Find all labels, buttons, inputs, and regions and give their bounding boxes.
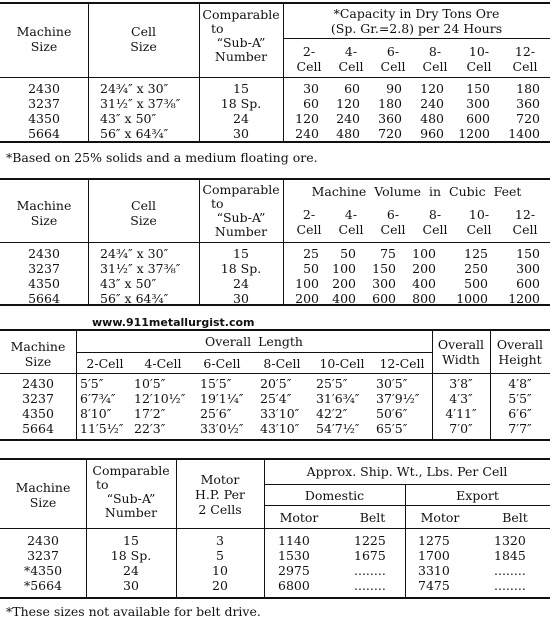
header-cell-size: Cell Size (130, 24, 157, 54)
header-overall-length: Overall Length (205, 334, 303, 349)
table-row: 2430 3237 4350 5664 (28, 246, 60, 306)
capacity-table: Machine Size Cell Size Comparable to “Sub-A” Number *Capacity in Dry Tons Ore (Sp. Gr.=2.8) per 24 Hours 2- Cell 4- Cell 6- Cell 8- Cell 10- Cell 12- Cell 2430 3237 4350 5664 24¾″ x 30″ 31½″ x 37⅜″ 43″ x 50″ 56″ x 64¾″ 15 18 Sp. 24 30 30 60 120 240 60 120 240 480 90 180 360 720 120 240 480 960 150 300 600 1200 180 360 720 1400 (0, 0, 550, 150)
belt-drive-footnote: *These sizes not available for belt drive. (6, 604, 261, 619)
header-machine-size: Machine Size (16, 24, 72, 54)
capacity-footnote: *Based on 25% solids and a medium floating ore. (6, 150, 318, 165)
header-comparable: Comparable to “Sub-A” Number (202, 7, 280, 64)
header-comparable: Comparable to “Sub-A” Number (202, 182, 280, 239)
header-motor-hp: Motor H.P. Per 2 Cells (195, 472, 245, 517)
dimensions-table: Machine Size Overall Length Overall Width Overall Height 2-Cell 4-Cell 6-Cell 8-Cell 10-Cell 12-Cell 2430 3237 4350 5664 5′5″ 6′7¾″ 8′10″ 11′5½″ 10′5″ 12′10½″ 17′2″ 22′3″ 15′5″ 19′1¼″ 25′6″ 33′0½″ 20′5″ 25′4″ 33′10″ 43′10″ 25′5″ 31′6¾″ 42′2″ 54′7½″ 30′5″ 37′9½″ 50′6″ 65′5″ 3′8″ 4′3″ 4′11″ 7′0″ 4′8″ 5′5″ 6′6″ 7′7″ (0, 329, 550, 444)
header-machine-size: Machine Size (15, 480, 71, 510)
header-export: Export (456, 488, 499, 503)
header-overall-width: Overall Width (437, 337, 485, 367)
header-ship-weight: Approx. Ship. Wt., Lbs. Per Cell (306, 464, 508, 479)
table-row: 2430 3237 4350 5664 (22, 376, 54, 436)
header-machine-size: Machine Size (10, 339, 66, 369)
header-volume: Machine Volume in Cubic Feet (311, 184, 522, 199)
header-machine-size: Machine Size (16, 198, 72, 228)
table-row: 2430 3237 *4350 *5664 (23, 533, 63, 593)
table-row: 2430 3237 4350 5664 (28, 81, 60, 141)
header-capacity: *Capacity in Dry Tons Ore (Sp. Gr.=2.8) per 24 Hours (330, 6, 503, 36)
watermark-url: www.911metallurgist.com (92, 316, 255, 329)
header-comparable: Comparable to “Sub-A” Number (92, 463, 170, 520)
header-overall-height: Overall Height (496, 337, 544, 367)
header-domestic: Domestic (304, 488, 365, 503)
table-top-rule (0, 2, 550, 4)
header-cell-size: Cell Size (130, 198, 157, 228)
volume-table: Machine Size Cell Size Comparable to “Sub-A” Number Machine Volume in Cubic Feet 2- Cell 4- Cell 6- Cell 8- Cell 10- Cell 12- Cell 2430 3237 4350 5664 24¾″ x 30″ 31½″ x 37⅜″ 43″ x 50″ 56″ x 64¾″ 15 18 Sp. 24 30 25 50 100 200 50 100 200 400 75 150 300 600 100 200 400 800 125 250 500 1000 150 300 600 1200 (0, 178, 550, 308)
shipping-weight-table: Machine Size Comparable to “Sub-A” Number Motor H.P. Per 2 Cells Approx. Ship. Wt., Lbs. Per Cell Domestic Export Motor Belt Motor Belt 2430 3237 *4350 *5664 15 18 Sp. 24 30 3 5 10 20 1140 1530 2975 6800 1225 1675 ........ ........ 1275 1700 3310 7475 1320 1845 ........ ........ (0, 458, 550, 603)
